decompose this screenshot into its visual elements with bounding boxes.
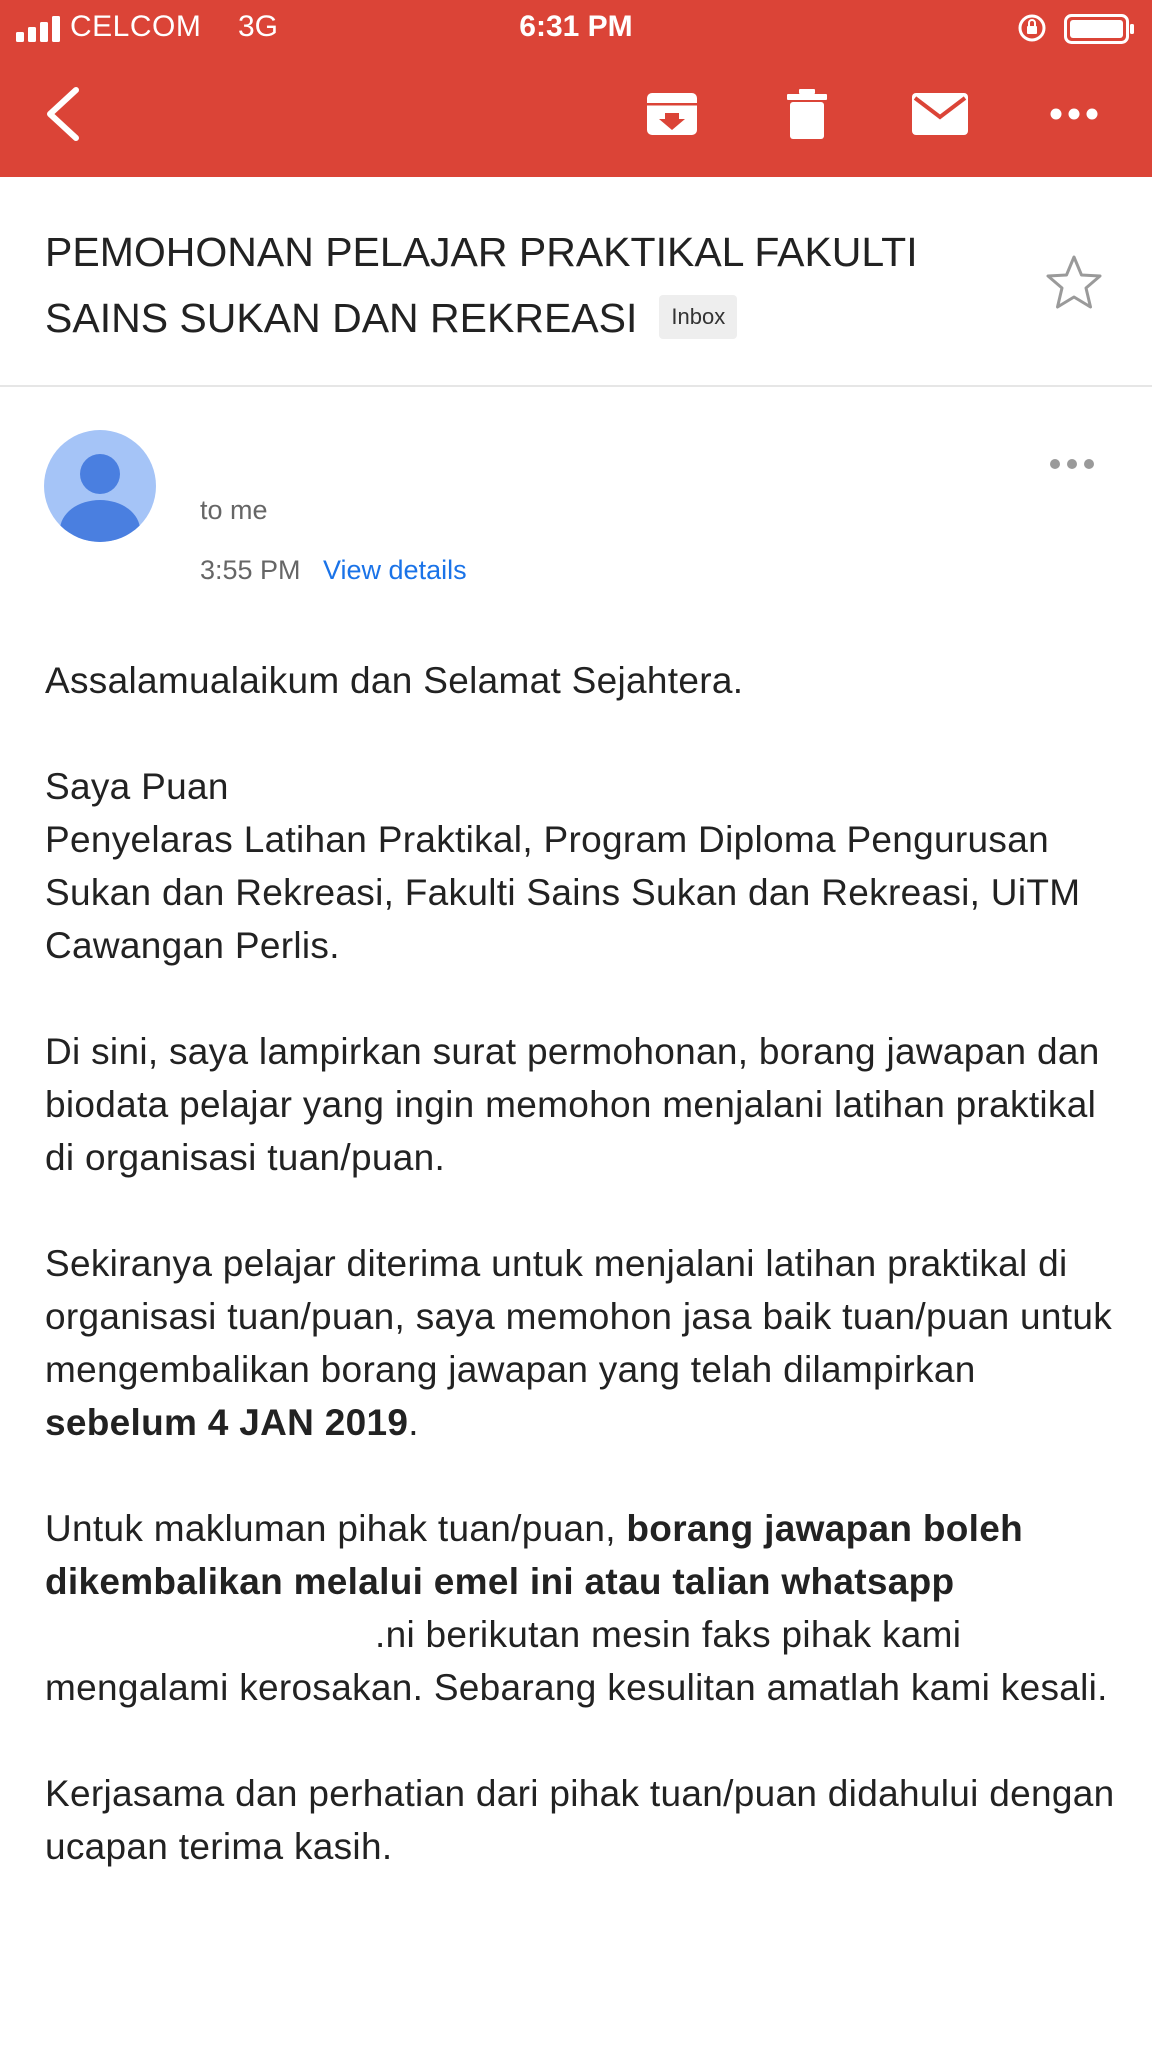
back-arrow-icon: [42, 84, 82, 144]
more-horizontal-icon: [1049, 458, 1095, 470]
archive-button[interactable]: [640, 82, 704, 146]
body-paragraph-sender: [45, 760, 1115, 972]
email-subject: [45, 219, 955, 351]
delete-button[interactable]: [775, 82, 839, 146]
body-closing: Kerjasama dan perhatian dari pihak tuan/puan didahului dengan ucapan terima kasih.: [45, 1773, 1115, 1867]
recipient-label: to me: [200, 495, 268, 525]
redacted-phone: [45, 1622, 375, 1652]
person-icon: [44, 430, 156, 542]
body-paragraph-attachments: Di sini, saya lampirkan surat permohonan, borang jawapan dan biodata pelajar yang ingin memohon menjalani latihan praktikal di organisasi tuan/puan.: [45, 1031, 1100, 1178]
trash-icon: [785, 87, 829, 141]
inbox-label-badge[interactable]: Inbox: [659, 295, 737, 339]
more-options-button[interactable]: [1042, 82, 1106, 146]
body-greeting: Assalamualaikum dan Selamat Sejahtera.: [45, 660, 744, 701]
body-paragraph-deadline: [45, 1237, 1115, 1449]
carrier-name: CELCOM: [70, 10, 202, 43]
sender-intro: Saya Puan: [45, 766, 229, 807]
return-rest: .ni berikutan mesin faks pihak kami mengalami kerosakan. Sebarang kesulitan amatlah kami kesali.: [45, 1614, 1108, 1708]
status-time: 6:31 PM: [519, 10, 633, 43]
battery-icon: [1064, 14, 1136, 44]
message-more-button[interactable]: [1040, 440, 1104, 488]
mail-icon: [911, 92, 969, 136]
deadline-text: Sekiranya pelajar diterima untuk menjalani latihan praktikal di organisasi tuan/puan, saya memohon jasa baik tuan/puan untuk mengembalikan borang jawapan yang telah dilampirkan: [45, 1243, 1113, 1390]
sender-position: Penyelaras Latihan Praktikal, Program Diploma Pengurusan Sukan dan Rekreasi, Fakulti Sains Sukan dan Rekreasi, UiTM Cawangan Perlis.: [45, 819, 1081, 966]
return-bold: borang jawapan boleh dikembalikan melalui emel ini atau talian whatsapp: [45, 1508, 1024, 1602]
app-bar: [0, 0, 1152, 177]
deadline-end: .: [408, 1402, 419, 1443]
return-intro: Untuk makluman pihak tuan/puan,: [45, 1508, 616, 1549]
email-body: [45, 654, 1115, 1873]
rotation-lock-icon: [1016, 12, 1048, 44]
status-bar: [0, 0, 1152, 58]
subject-header: [0, 177, 1152, 387]
archive-icon: [645, 87, 699, 141]
subject-text: PEMOHONAN PELAJAR PRAKTIKAL FAKULTI SAINS SUKAN DAN REKREASI: [45, 229, 918, 341]
email-time: 3:55 PM: [200, 555, 301, 585]
deadline-date: sebelum 4 JAN 2019: [45, 1402, 409, 1443]
sender-avatar[interactable]: [44, 430, 156, 542]
network-type: 3G: [238, 10, 279, 43]
star-icon[interactable]: [1042, 251, 1106, 315]
body-paragraph-return: [45, 1502, 1115, 1714]
mark-unread-button[interactable]: [908, 82, 972, 146]
more-horizontal-icon: [1050, 107, 1098, 121]
back-button[interactable]: [30, 82, 94, 146]
view-details-link[interactable]: View details: [323, 555, 467, 585]
redacted-name: [239, 774, 759, 804]
